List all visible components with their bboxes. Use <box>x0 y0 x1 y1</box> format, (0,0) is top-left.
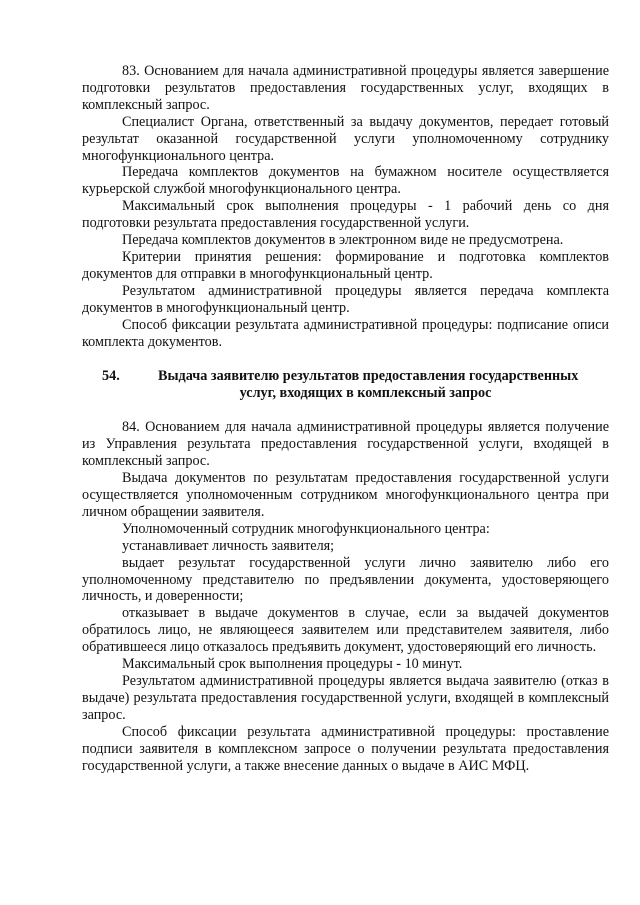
paragraph-max-term-10: Максимальный срок выполнения процедуры - 10 минут. <box>122 656 463 673</box>
paragraph-84: 84. Основанием для начала административной процедуры является получение из Управления результата предоставления государственной услуги, входящей в комплексный запрос. <box>82 419 609 470</box>
paragraph-max-term: Максимальный срок выполнения процедуры - 1 рабочий день со дня подготовки результата предоставления государственной услуги. <box>82 198 609 232</box>
paragraph-paper-transfer: Передача комплектов документов на бумажном носителе осуществляется курьерской службой многофункционального центра. <box>82 164 609 198</box>
paragraph-electronic: Передача комплектов документов в электронном виде не предусмотрена. <box>122 232 564 249</box>
section-heading <box>82 368 609 402</box>
paragraph-result-issue: Результатом административной процедуры является выдача заявителю (отказ в выдаче) результата предоставления государственной услуги, входящей в комплексный запрос. <box>82 673 609 723</box>
paragraph-fixation: Способ фиксации результата административной процедуры: подписание описи комплекта документов. <box>82 316 609 350</box>
paragraph-fixation-signature: Способ фиксации результата административной процедуры: проставление подписи заявителя в комплексном запросе о получении результата предоставления государственной услуги, а также внесение данных о выдаче в АИС МФЦ. <box>82 723 609 774</box>
paragraph-83: 83. Основанием для начала административной процедуры является завершение подготовки результатов предоставления государственных услуг, входящих в комплексный запрос. <box>82 63 609 113</box>
paragraph-issuance: Выдача документов по результатам предоставления государственной услуги осуществляется уполномоченным сотрудником многофункционального центра при личном обращении заявителя. <box>82 470 609 520</box>
paragraph-refuses: отказывает в выдаче документов в случае, если за выдачей документов обратилось лицо, не являющееся заявителем или представителем заявителя, либо обратившееся лицо отказалось предъявить документ, удостоверяющий его личность. <box>82 605 609 656</box>
document-page <box>82 63 609 774</box>
section-number: 54. <box>102 368 120 385</box>
paragraph-result: Результатом административной процедуры является передача комплекта документов в многофункциональный центр. <box>82 282 609 316</box>
paragraph-specialist: Специалист Органа, ответственный за выдачу документов, передает готовый результат оказанной государственной услуги уполномоченному сотруднику многофункционального центра. <box>82 113 609 164</box>
paragraph-identity: устанавливает личность заявителя; <box>122 537 335 554</box>
section-title-line2: услуг, входящих в комплексный запрос <box>239 385 492 402</box>
section-title-line1: Выдача заявителю результатов предоставления государственных <box>158 368 579 385</box>
paragraph-criteria: Критерии принятия решения: формирование и подготовка комплектов документов для отправки в многофункциональный центр. <box>82 248 609 282</box>
paragraph-employee: Уполномоченный сотрудник многофункционального центра: <box>122 520 490 537</box>
paragraph-issues-result: выдает результат государственной услуги лично заявителю либо его уполномоченному представителю по предъявлении документа, удостоверяющего личность, и доверенности; <box>82 554 609 605</box>
